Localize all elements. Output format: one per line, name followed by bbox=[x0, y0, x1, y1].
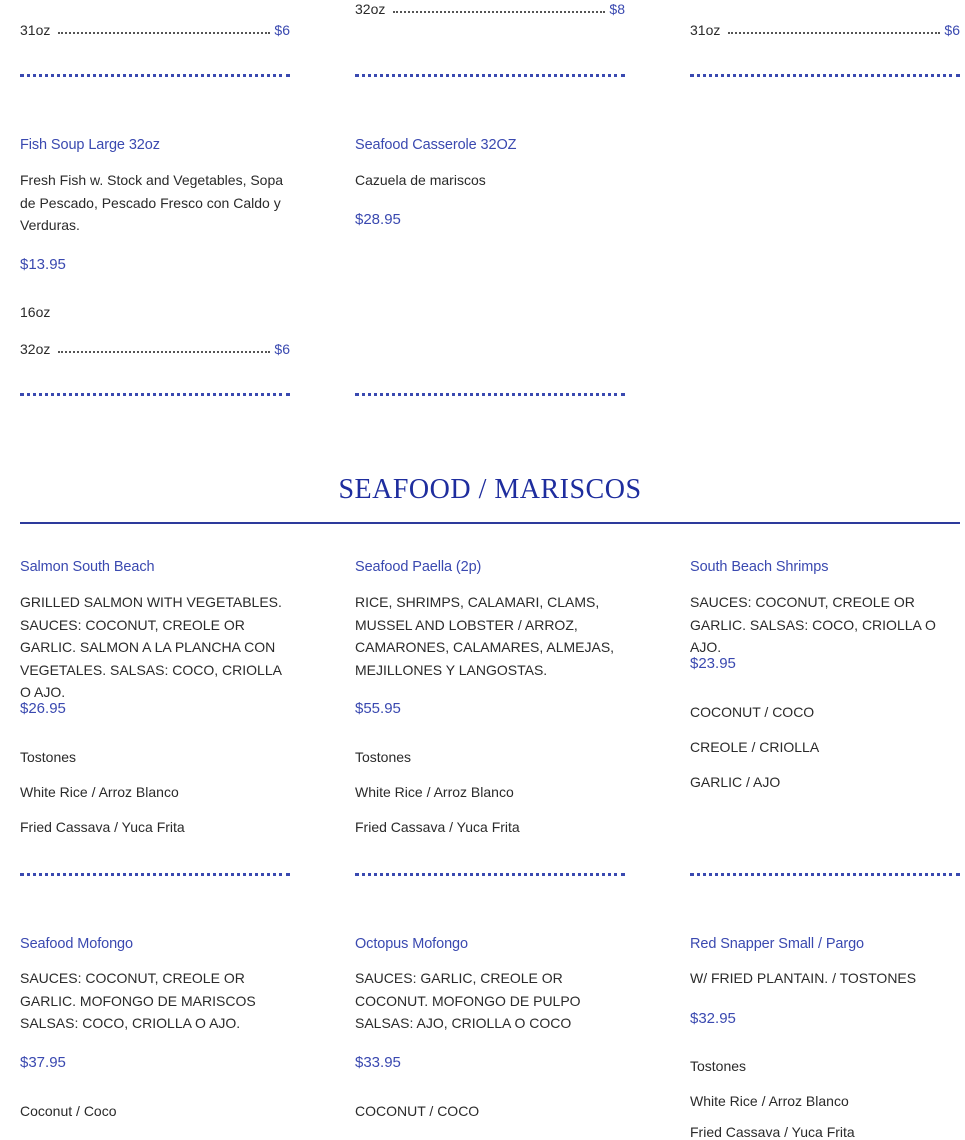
side-option[interactable]: Tostones bbox=[20, 749, 77, 765]
sauce-option[interactable]: Coconut / Coco bbox=[20, 1103, 117, 1119]
dotted-separator bbox=[20, 873, 290, 876]
sauce-option[interactable]: CREOLE / CRIOLLA bbox=[690, 739, 820, 755]
side-option[interactable]: Tostones bbox=[690, 1058, 747, 1074]
size-price: $6 bbox=[274, 341, 290, 357]
item-description: GRILLED SALMON WITH VEGETABLES. SAUCES: COCONUT, CREOLE OR GARLIC. SALMON A LA PLANCHA CON VEGETALES. SALSAS: COCO, CRIOLLA O AJO. bbox=[20, 594, 282, 700]
size-label: 31oz bbox=[20, 22, 51, 38]
item-price: $13.95 bbox=[20, 256, 66, 273]
dotted-separator bbox=[20, 393, 290, 396]
size-price: $6 bbox=[274, 22, 290, 38]
size-price-line bbox=[690, 18, 960, 38]
sauce-option[interactable]: GARLIC / AJO bbox=[690, 774, 781, 790]
item-price: $33.95 bbox=[355, 1054, 401, 1071]
item-name[interactable]: Octopus Mofongo bbox=[355, 936, 468, 952]
item-price: $32.95 bbox=[690, 1010, 736, 1027]
item-name[interactable]: Salmon South Beach bbox=[20, 559, 155, 575]
side-option[interactable]: White Rice / Arroz Blanco bbox=[690, 1093, 849, 1109]
size-price-line bbox=[355, 0, 625, 17]
item-price: $55.95 bbox=[355, 700, 401, 717]
item-description: SAUCES: GARLIC, CREOLE OR COCONUT. MOFONGO DE PULPO SALSAS: AJO, CRIOLLA O COCO bbox=[355, 970, 581, 1031]
side-option[interactable]: Tostones bbox=[355, 749, 412, 765]
item-name[interactable]: Seafood Casserole 32OZ bbox=[355, 137, 517, 153]
section-divider bbox=[20, 522, 960, 524]
item-description: W/ FRIED PLANTAIN. / TOSTONES bbox=[690, 970, 917, 986]
side-option[interactable]: White Rice / Arroz Blanco bbox=[355, 784, 514, 800]
side-option[interactable]: Fried Cassava / Yuca Frita bbox=[20, 819, 185, 835]
size-price: $8 bbox=[609, 1, 625, 17]
dotted-separator bbox=[355, 873, 625, 876]
item-name[interactable]: Seafood Paella (2p) bbox=[355, 559, 482, 575]
size-label: 31oz bbox=[690, 22, 721, 38]
dotted-separator bbox=[690, 873, 960, 876]
size-price-line bbox=[20, 18, 290, 38]
section-title: SEAFOOD / MARISCOS bbox=[338, 474, 642, 505]
item-price: $28.95 bbox=[355, 211, 401, 228]
item-price: $37.95 bbox=[20, 1054, 66, 1071]
item-description: SAUCES: COCONUT, CREOLE OR GARLIC. MOFONGO DE MARISCOS SALSAS: COCO, CRIOLLA O AJO. bbox=[20, 970, 256, 1031]
side-option[interactable]: Fried Cassava / Yuca Frita bbox=[355, 819, 520, 835]
dotted-separator bbox=[690, 74, 960, 77]
dotted-separator bbox=[355, 393, 625, 396]
dotted-separator bbox=[20, 74, 290, 77]
side-option[interactable]: Fried Cassava / Yuca Frita bbox=[690, 1124, 855, 1140]
size-label: 32oz bbox=[355, 1, 386, 17]
item-description: RICE, SHRIMPS, CALAMARI, CLAMS, MUSSEL AND LOBSTER / ARROZ, CAMARONES, CALAMARES, ALMEJAS, MEJILLONES Y LANGOSTAS. bbox=[355, 594, 615, 678]
size-price-line[interactable] bbox=[20, 337, 290, 357]
item-name[interactable]: Seafood Mofongo bbox=[20, 936, 133, 952]
item-description: Fresh Fish w. Stock and Vegetables, Sopa de Pescado, Pescado Fresco con Caldo y Verduras. bbox=[20, 172, 284, 233]
dotted-leader bbox=[728, 32, 940, 34]
size-option[interactable]: 16oz bbox=[20, 304, 51, 320]
dotted-leader bbox=[58, 351, 270, 353]
size-price: $6 bbox=[944, 22, 960, 38]
item-name[interactable]: Red Snapper Small / Pargo bbox=[690, 936, 865, 952]
item-name[interactable]: Fish Soup Large 32oz bbox=[20, 137, 160, 153]
item-description: SAUCES: COCONUT, CREOLE OR GARLIC. SALSAS: COCO, CRIOLLA O AJO. bbox=[690, 594, 936, 655]
side-option[interactable]: White Rice / Arroz Blanco bbox=[20, 784, 179, 800]
dotted-leader bbox=[393, 11, 605, 13]
item-price: $26.95 bbox=[20, 700, 66, 717]
item-price: $23.95 bbox=[690, 655, 736, 672]
dotted-leader bbox=[58, 32, 270, 34]
sauce-option[interactable]: COCONUT / COCO bbox=[355, 1103, 480, 1119]
size-label: 32oz bbox=[20, 341, 51, 357]
item-name[interactable]: South Beach Shrimps bbox=[690, 559, 829, 575]
sauce-option[interactable]: COCONUT / COCO bbox=[690, 704, 815, 720]
item-description: Cazuela de mariscos bbox=[355, 172, 486, 188]
dotted-separator bbox=[355, 74, 625, 77]
